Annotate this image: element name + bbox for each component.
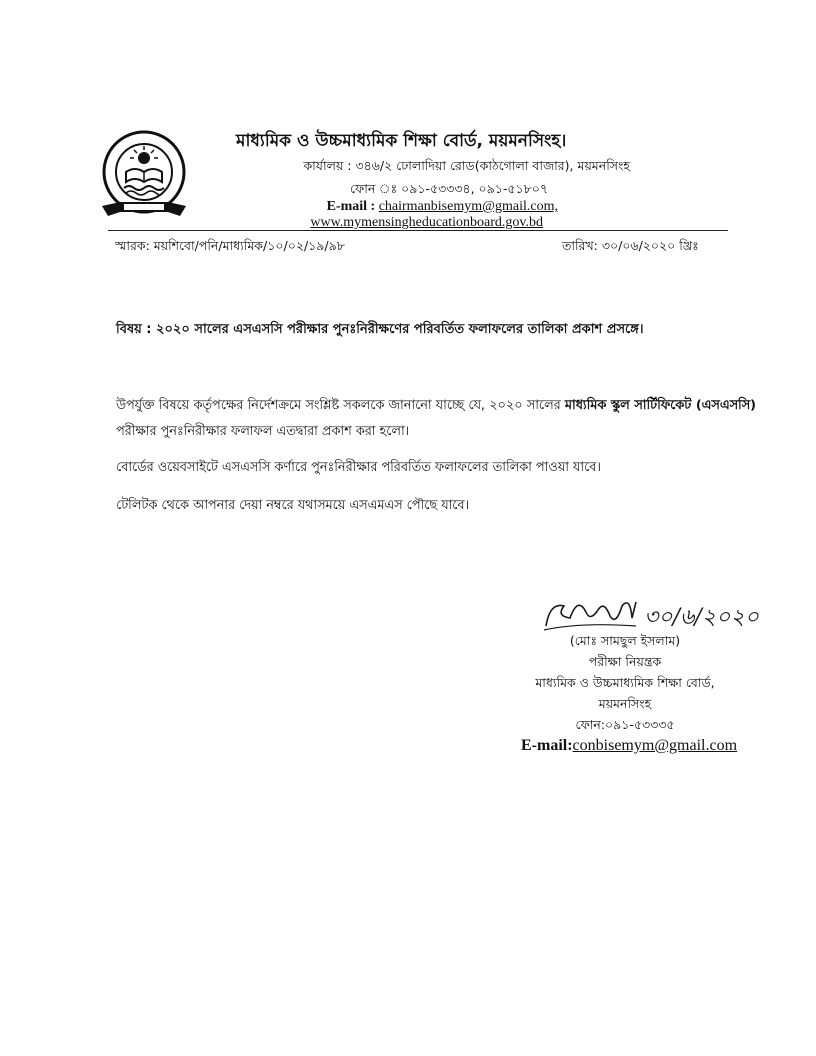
header-divider	[108, 230, 728, 231]
body-paragraph-3: টেলিটক থেকে আপনার দেয়া নম্বরে যথাসময়ে এসএমএস পৌছে যাবে।	[116, 498, 470, 513]
signatory-title: পরীক্ষা নিয়ন্ত্রক	[588, 654, 662, 669]
body-p1-bold: মাধ্যমিক স্কুল সার্টিফিকেট (এসএসসি)	[564, 398, 757, 413]
body-paragraph-2: বোর্ডের ওয়েবসাইটে এসএসসি কর্ণারে পুনঃনিরীক্ষার পরিবর্তিত ফলাফলের তালিকা পাওয়া যাবে।	[116, 460, 601, 475]
signatory-org: মাধ্যমিক ও উচ্চমাধ্যমিক শিক্ষা বোর্ড,	[535, 675, 715, 690]
header-website-link[interactable]: www.mymensingheducationboard.gov.bd	[310, 215, 543, 230]
signatory-phone: ফোন:০৯১-৫৩৩৩৫	[575, 717, 675, 732]
signature-block	[500, 630, 750, 735]
header-phone: ফোন ঃ ০৯১-৫৩৩৩৪, ০৯১-৫১৮০৭	[350, 181, 548, 196]
body-p1-text-b: পরীক্ষার পুনঃনিরীক্ষার ফলাফল এতদ্বারা প্রকাশ করা হলো।	[116, 424, 410, 439]
header-email-line	[300, 199, 558, 215]
memo-reference: স্মারক: ময়শিবো/পনি/মাধ্যমিক/১০/০২/১৯/৯৮	[115, 238, 345, 253]
office-address: কার্যালয় : ৩৪৬/২ ঢোলাদিয়া রোড(কাঠগোলা বাজার), ময়মনসিংহ	[303, 158, 630, 173]
board-name: মাধ্যমিক ও উচ্চমাধ্যমিক শিক্ষা বোর্ড, ময়মনসিংহ।	[236, 131, 567, 151]
subject-line: বিষয় : ২০২০ সালের এসএসসি পরীক্ষার পুনঃনিরীক্ষণের পরিবর্তিত ফলাফলের তালিকা প্রকাশ প্রসঙ্গে।	[116, 322, 644, 337]
signature-date: ৩০/৬/২০২০	[644, 605, 759, 630]
signatory-email-label: E-mail:	[521, 737, 573, 754]
signatory-city: ময়মনসিংহ	[598, 696, 652, 711]
header-email-link[interactable]: chairmanbisemym@gmail.com,	[378, 199, 558, 214]
board-seal-icon	[98, 128, 190, 224]
memo-date: তারিখ: ৩০/০৬/২০২০ খ্রিঃ	[562, 238, 699, 253]
signatory-name: (মোঃ সামছুল ইসলাম)	[569, 633, 681, 648]
signatory-email-line	[521, 737, 737, 755]
signatory-email-link[interactable]: conbisemym@gmail.com	[572, 737, 738, 754]
body-paragraph-1	[116, 393, 756, 445]
body-p1-text-a: উপর্যুক্ত বিষয়ে কর্তৃপক্ষের নির্দেশক্রমে সংশ্লিষ্ট সকলকে জানানো যাচ্ছে যে, ২০২০ সালের	[116, 398, 565, 413]
header-email-label: E-mail :	[326, 199, 376, 214]
